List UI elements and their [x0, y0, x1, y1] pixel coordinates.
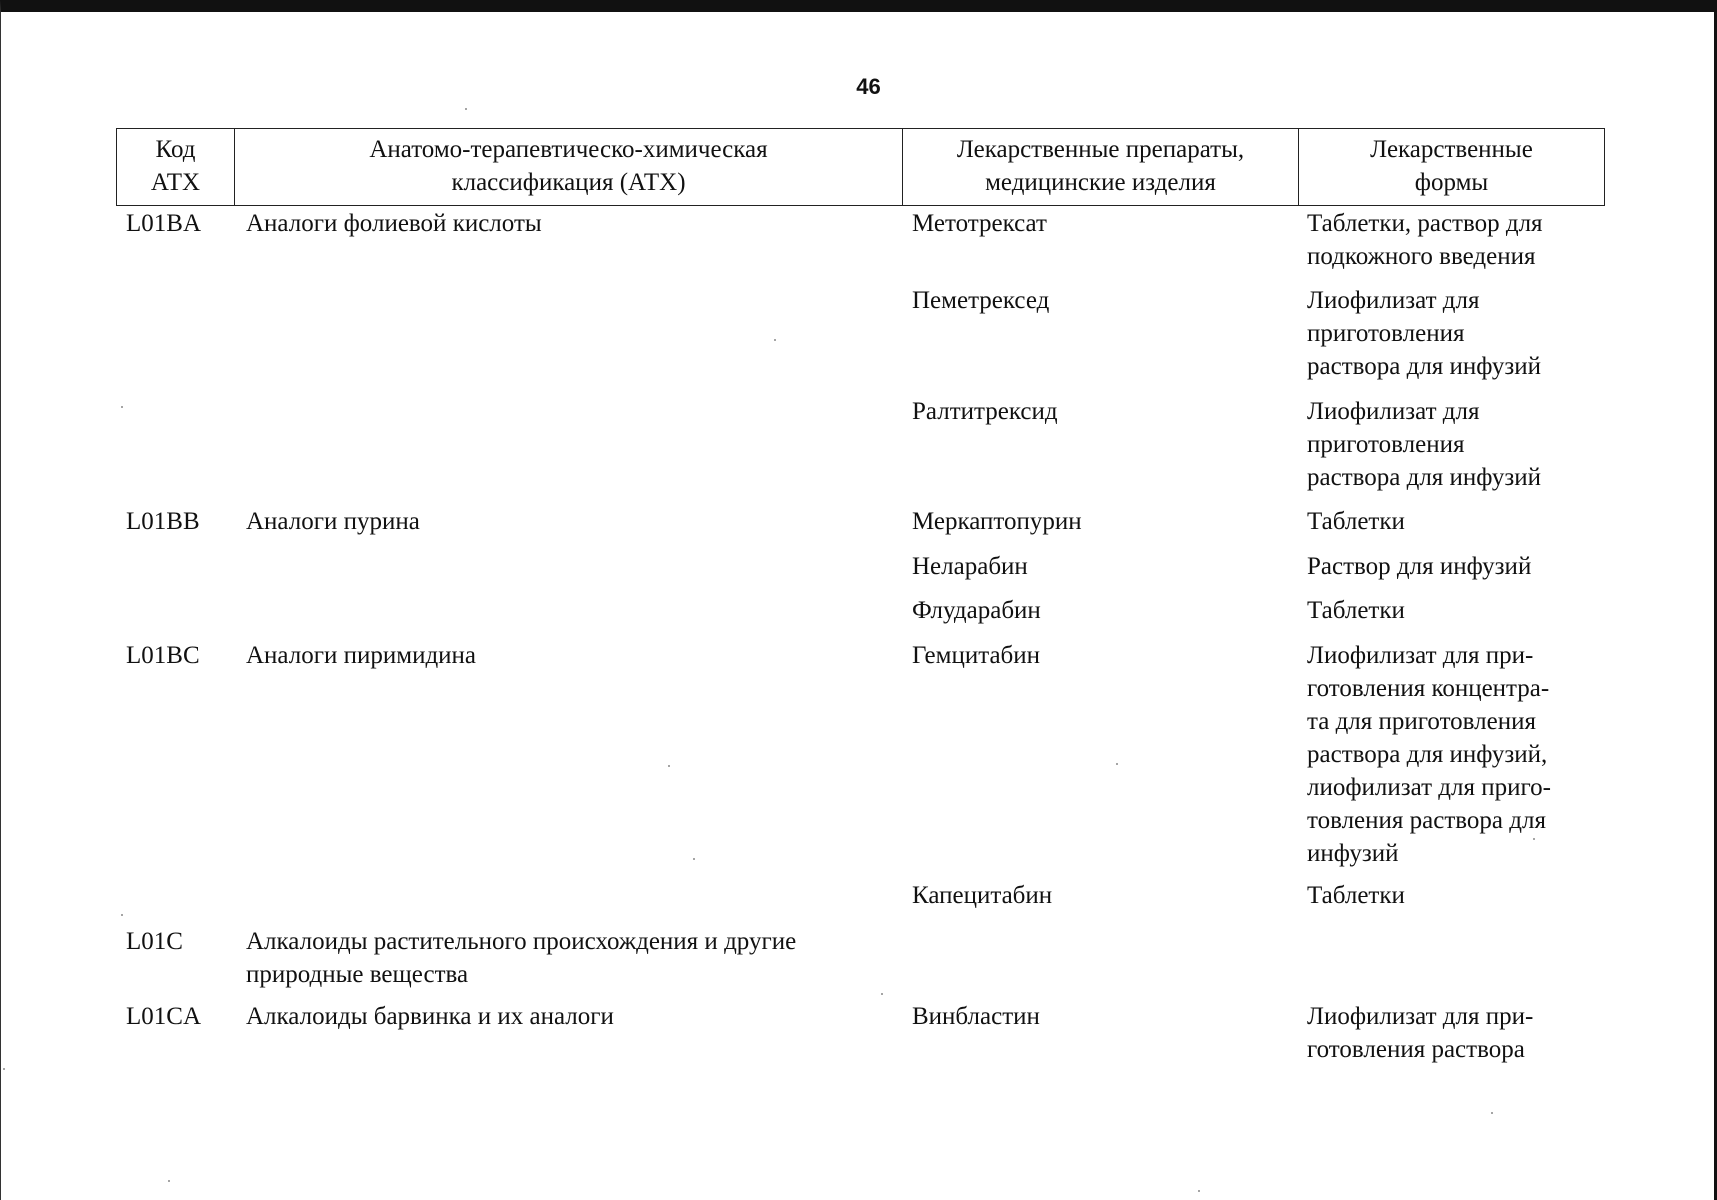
header-code [117, 129, 235, 205]
code-cell: L01C [126, 928, 183, 955]
scan-speck [1491, 1112, 1493, 1114]
drug-cell: Неларабин [912, 553, 1028, 580]
form-cell: Лиофилизат для приготовления раствора для инфузий [1307, 287, 1542, 380]
header-classification-text: Анатомо-терапевтическо-химическая классификация (АТХ) [369, 136, 768, 196]
scan-speck [121, 914, 123, 916]
scan-speck [121, 406, 123, 408]
scan-speck [668, 765, 670, 767]
classification-cell: Аналоги пиримидина [246, 642, 477, 669]
form-cell: Таблетки [1307, 882, 1405, 909]
code-cell: L01CA [126, 1003, 201, 1030]
code-cell: L01BA [126, 210, 201, 237]
scan-speck [774, 339, 776, 341]
header-code-text: Код АТХ [150, 136, 201, 196]
scan-speck [3, 1068, 5, 1070]
drug-cell: Пеметрексед [912, 287, 1050, 314]
classification-cell: Аналоги пурина [246, 508, 420, 535]
scan-speck [1533, 838, 1535, 840]
header-forms-text: Лекарственные формы [1370, 136, 1533, 196]
scan-speck [1198, 1190, 1200, 1192]
scan-speck [693, 858, 695, 860]
code-cell: L01BC [126, 642, 200, 669]
page-number: 46 [856, 74, 881, 99]
form-cell: Таблетки [1307, 508, 1405, 535]
header-drugs [903, 129, 1299, 205]
classification-cell: Аналоги фолиевой кислоты [246, 210, 542, 237]
form-cell: Лиофилизат для приготовления раствора для инфузий [1307, 398, 1542, 491]
header-forms [1299, 129, 1604, 205]
form-cell: Лиофилизат для при- готовления концентра- та для приготовления раствора для инфузий, лиофилизат для приго- товления раствора для инфузий [1307, 642, 1551, 867]
classification-cell: Алкалоиды растительного происхождения и другие природные вещества [246, 928, 797, 988]
drug-cell: Винбластин [912, 1003, 1040, 1030]
header-drugs-text: Лекарственные препараты, медицинские изделия [956, 136, 1245, 196]
form-cell: Таблетки [1307, 597, 1405, 624]
drug-cell: Ралтитрексид [912, 398, 1058, 425]
drug-cell: Меркаптопурин [912, 508, 1082, 535]
code-cell: L01BB [126, 508, 200, 535]
form-cell: Лиофилизат для при- готовления раствора [1307, 1003, 1534, 1063]
form-cell: Раствор для инфузий [1307, 553, 1532, 580]
scan-speck [1116, 763, 1118, 765]
drug-cell: Капецитабин [912, 882, 1053, 909]
table-header [116, 128, 1605, 206]
drug-cell: Метотрексат [912, 210, 1047, 237]
classification-cell: Алкалоиды барвинка и их аналоги [246, 1003, 614, 1030]
scan-speck [881, 993, 883, 995]
scan-speck [465, 108, 467, 110]
form-cell: Таблетки, раствор для подкожного введения [1307, 210, 1543, 270]
drug-cell: Гемцитабин [912, 642, 1041, 669]
header-classification [235, 129, 903, 205]
scan-speck [168, 1180, 170, 1182]
drug-cell: Флударабин [912, 597, 1041, 624]
